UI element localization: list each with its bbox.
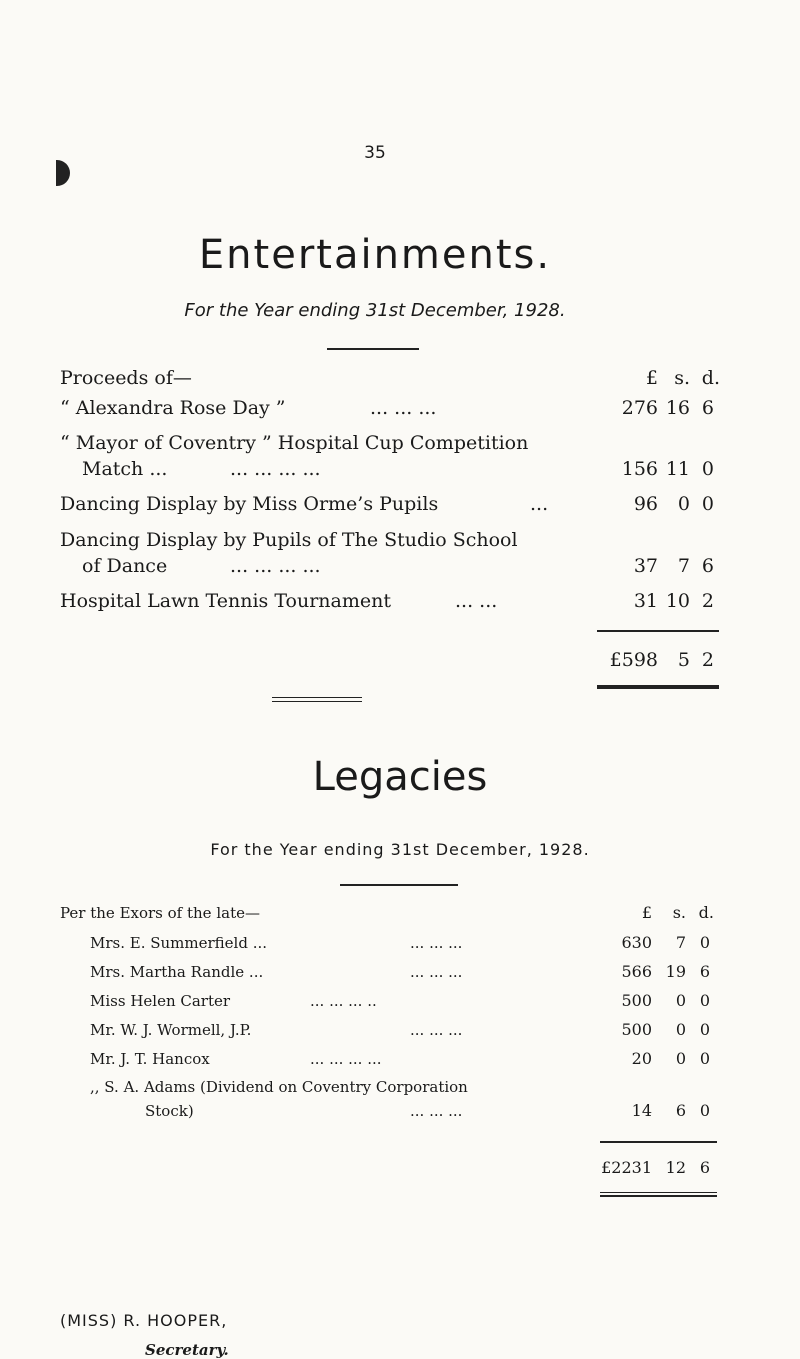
entry-pounds: 31 bbox=[633, 590, 658, 612]
entry-leader: ... ... ... bbox=[410, 1102, 463, 1120]
total-rule bbox=[597, 630, 719, 632]
entry-shillings: 19 bbox=[665, 962, 686, 981]
entry-pence: 0 bbox=[699, 933, 710, 952]
entry-pence: 6 bbox=[701, 397, 714, 419]
entry-pence: 0 bbox=[699, 1101, 710, 1120]
divider bbox=[340, 884, 458, 886]
entry-pence: 6 bbox=[701, 555, 714, 577]
entry-shillings: 11 bbox=[665, 458, 690, 480]
entry-label-continued: of Dance bbox=[82, 555, 168, 577]
entry-pounds: 500 bbox=[621, 991, 652, 1010]
entry-shillings: 0 bbox=[675, 1020, 686, 1039]
entry-pounds: 156 bbox=[621, 458, 658, 480]
total-pence: 6 bbox=[699, 1158, 710, 1177]
pence-header: d. bbox=[698, 903, 714, 922]
entry-pounds: 630 bbox=[621, 933, 652, 952]
entry-leader: ... ... bbox=[455, 590, 498, 612]
entry-leader: ... ... ... bbox=[410, 934, 463, 952]
entry-pence: 0 bbox=[701, 458, 714, 480]
entry-pence: 0 bbox=[699, 1049, 710, 1068]
entry-leader: ... ... ... bbox=[410, 963, 463, 981]
entry-leader: ... ... ... ... bbox=[230, 458, 321, 480]
entertainments-subtitle: For the Year ending 31st December, 1928. bbox=[184, 300, 566, 321]
entry-shillings: 7 bbox=[677, 555, 690, 577]
total-pounds: £598 bbox=[609, 649, 658, 671]
section-divider bbox=[272, 697, 362, 702]
entry-shillings: 6 bbox=[675, 1101, 686, 1120]
entry-leader: ... ... ... bbox=[370, 397, 437, 419]
entry-leader: ... ... ... ... bbox=[230, 555, 321, 577]
entry-pounds: 566 bbox=[621, 962, 652, 981]
entry-shillings: 0 bbox=[677, 493, 690, 515]
total-double-rule bbox=[600, 1192, 717, 1197]
entry-leader: ... ... ... .. bbox=[310, 992, 377, 1010]
legacies-title: Legacies bbox=[312, 754, 488, 800]
entry-pence: 0 bbox=[699, 991, 710, 1010]
page-number: 35 bbox=[364, 143, 386, 163]
entry-pence: 2 bbox=[701, 590, 714, 612]
entry-pounds: 14 bbox=[631, 1101, 652, 1120]
pounds-header: £ bbox=[641, 903, 652, 922]
total-rule bbox=[600, 1141, 717, 1143]
shillings-header: s. bbox=[672, 903, 686, 922]
pounds-header: £ bbox=[645, 367, 658, 389]
total-shillings: 5 bbox=[677, 649, 690, 671]
page-mark bbox=[56, 160, 70, 186]
total-pence: 2 bbox=[701, 649, 714, 671]
signature-name: (MISS) R. HOOPER, bbox=[60, 1311, 228, 1330]
entry-leader: ... bbox=[530, 493, 549, 515]
signature-role: Secretary. bbox=[145, 1341, 229, 1359]
entertainments-title: Entertainments. bbox=[198, 232, 552, 278]
entry-label: ,, S. A. Adams (Dividend on Coventry Corporation bbox=[90, 1078, 468, 1096]
entry-shillings: 7 bbox=[675, 933, 686, 952]
entry-label: Dancing Display by Miss Orme’s Pupils bbox=[60, 493, 439, 515]
entry-pounds: 96 bbox=[633, 493, 658, 515]
entry-shillings: 10 bbox=[665, 590, 690, 612]
entry-label-continued: Match ... bbox=[82, 458, 168, 480]
entry-shillings: 16 bbox=[665, 397, 690, 419]
total-double-rule bbox=[597, 685, 719, 689]
entry-label: “ Mayor of Coventry ” Hospital Cup Competition bbox=[60, 432, 529, 454]
entry-shillings: 0 bbox=[675, 1049, 686, 1068]
entry-pounds: 20 bbox=[631, 1049, 652, 1068]
entry-label: Dancing Display by Pupils of The Studio School bbox=[60, 529, 518, 551]
shillings-header: s. bbox=[674, 367, 690, 389]
entry-shillings: 0 bbox=[675, 991, 686, 1010]
entry-label: Mrs. Martha Randle ... bbox=[90, 963, 264, 981]
entry-leader: ... ... ... bbox=[410, 1021, 463, 1039]
entry-leader: ... ... ... ... bbox=[310, 1050, 382, 1068]
total-shillings: 12 bbox=[665, 1158, 686, 1177]
entry-label: Hospital Lawn Tennis Tournament bbox=[60, 590, 391, 612]
entry-pence: 0 bbox=[701, 493, 714, 515]
entry-label: Mrs. E. Summerfield ... bbox=[90, 934, 268, 952]
entry-pence: 6 bbox=[699, 962, 710, 981]
legacies-subtitle: For the Year ending 31st December, 1928. bbox=[210, 840, 590, 859]
entry-label-continued: Stock) bbox=[145, 1102, 194, 1120]
entry-pence: 0 bbox=[699, 1020, 710, 1039]
divider bbox=[327, 348, 419, 350]
entry-pounds: 500 bbox=[621, 1020, 652, 1039]
entertainments-heading: Proceeds of— bbox=[60, 367, 192, 389]
total-pounds: £2231 bbox=[601, 1158, 652, 1177]
legacies-heading: Per the Exors of the late— bbox=[60, 904, 260, 922]
entry-label: “ Alexandra Rose Day ” bbox=[60, 397, 286, 419]
pence-header: d. bbox=[701, 367, 720, 389]
entry-pounds: 37 bbox=[633, 555, 658, 577]
entry-pounds: 276 bbox=[621, 397, 658, 419]
entry-label: Mr. J. T. Hancox bbox=[90, 1050, 210, 1068]
entry-label: Miss Helen Carter bbox=[90, 992, 231, 1010]
entry-label: Mr. W. J. Wormell, J.P. bbox=[90, 1021, 252, 1039]
